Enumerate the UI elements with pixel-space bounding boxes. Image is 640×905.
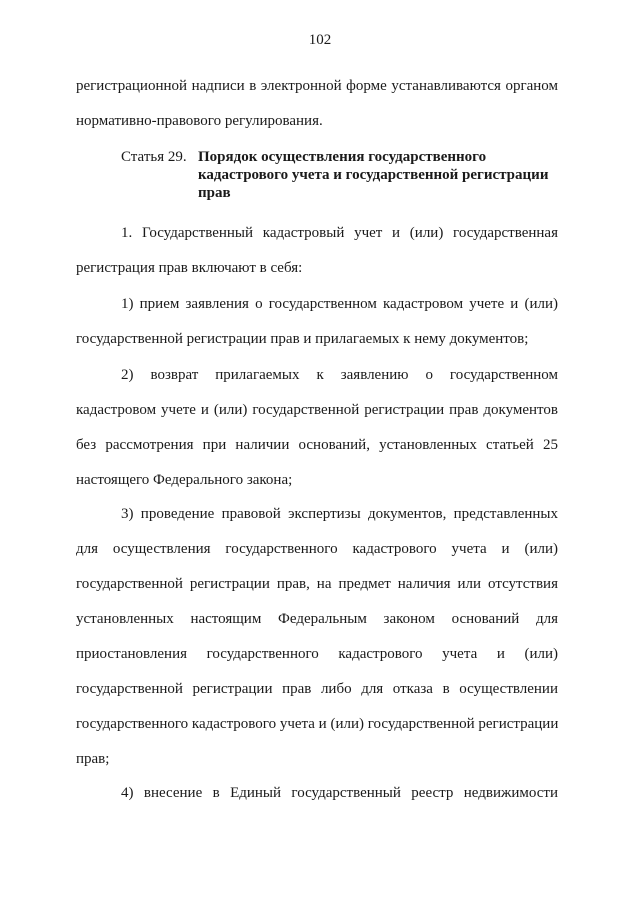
paragraph-4-line-5: приостановления государственного кадастрового учета и (или)	[76, 646, 558, 662]
paragraph-4-line-4: установленных настоящим Федеральным законом оснований для	[76, 611, 558, 627]
paragraph-3-line-3: без рассмотрения при наличии оснований, установленных статьей 25	[76, 437, 558, 453]
paragraph-4-line-6: государственной регистрации прав либо для отказа в осуществлении	[76, 681, 558, 697]
paragraph-5-line-1: 4) внесение в Единый государственный реестр недвижимости	[121, 785, 558, 801]
paragraph-4-line-1: 3) проведение правовой экспертизы документов, представленных	[121, 506, 558, 522]
article-title-line-2: кадастрового учета и государственной регистрации	[198, 167, 549, 183]
page-number: 102	[308, 32, 332, 48]
paragraph-4-line-3: государственной регистрации прав, на предмет наличия или отсутствия	[76, 576, 558, 592]
paragraph-4-line-8: прав;	[76, 751, 110, 767]
paragraph-3-line-2: кадастровом учете и (или) государственной регистрации прав документов	[76, 402, 558, 418]
intro-line-1: регистрационной надписи в электронной форме устанавливаются органом	[76, 78, 558, 94]
paragraph-3-line-1: 2) возврат прилагаемых к заявлению о государственном	[121, 367, 558, 383]
paragraph-4-line-2: для осуществления государственного кадастрового учета и (или)	[76, 541, 558, 557]
paragraph-4-line-7: государственного кадастрового учета и (или) государственной регистрации	[76, 716, 559, 732]
paragraph-1-line-2: регистрация прав включают в себя:	[76, 260, 303, 276]
article-number: Статья 29.	[121, 149, 187, 165]
article-title-line-1: Порядок осуществления государственного	[198, 149, 487, 165]
paragraph-3-line-4: настоящего Федерального закона;	[76, 472, 293, 488]
paragraph-2-line-1: 1) прием заявления о государственном кадастровом учете и (или)	[121, 296, 558, 312]
article-title-line-3: прав	[198, 185, 231, 201]
intro-line-2: нормативно-правового регулирования.	[76, 113, 323, 129]
article-title	[198, 148, 563, 202]
paragraph-1-line-1: 1. Государственный кадастровый учет и (или) государственная	[121, 225, 558, 241]
paragraph-2-line-2: государственной регистрации прав и прилагаемых к нему документов;	[76, 331, 529, 347]
